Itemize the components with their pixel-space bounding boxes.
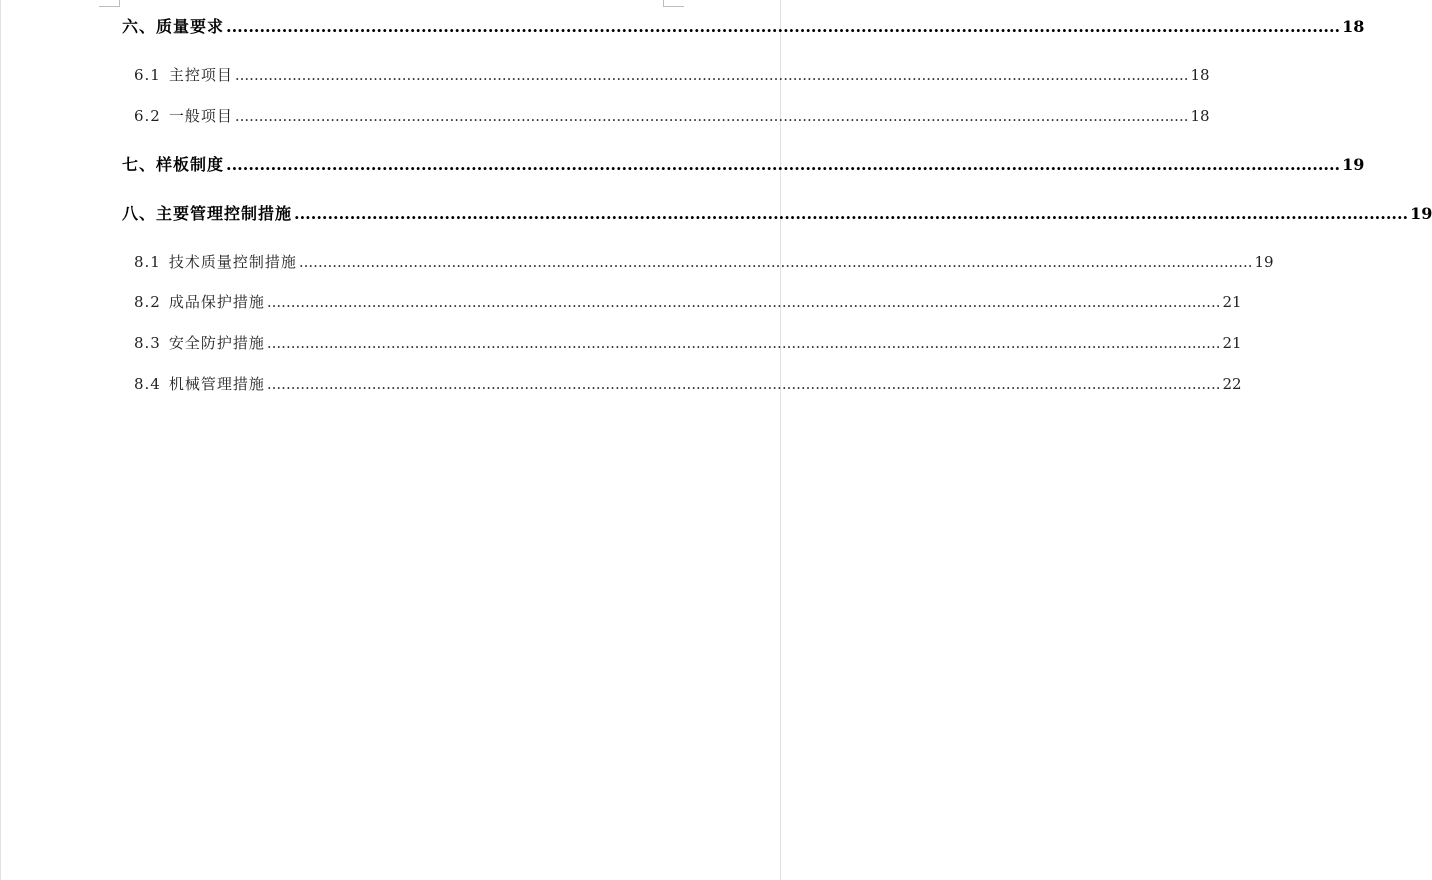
toc-entry-6-1[interactable] [134, 64, 1210, 85]
toc-entry-title: 安全防护措施 [168, 334, 265, 352]
toc-entry-title: 技术质量控制措施 [168, 253, 297, 271]
toc-entry-number: 8.2 [134, 293, 161, 311]
toc-entry-section-7[interactable] [122, 152, 1365, 175]
toc-entry-title: 主控项目 [168, 66, 233, 84]
toc-entry-number: 8.3 [134, 334, 161, 352]
toc-entry-page: 18 [1190, 66, 1210, 84]
toc-entry-number: 8.1 [134, 253, 161, 271]
toc-entry-8-3[interactable] [134, 332, 1242, 353]
toc-entry-page: 19 [1254, 253, 1274, 271]
toc-dot-leader: ........................................................................................................................................................................................................ [298, 253, 1253, 271]
toc-dot-leader: ........................................................................................................................................................................................................ [234, 66, 1189, 84]
toc-entry-page: 19 [1342, 155, 1365, 174]
page-corner-mark-left [99, 0, 120, 7]
page-corner-mark-right [663, 0, 684, 7]
toc-entry-number: 6.1 [134, 66, 161, 84]
toc-dot-leader: ........................................................................................................................................................................................................ [266, 375, 1221, 393]
toc-entry-title: 主要管理控制措施 [156, 204, 293, 223]
toc-dot-leader: ........................................................................................................................................................................................................ [234, 107, 1189, 125]
toc-entry-page: 22 [1222, 375, 1242, 393]
toc-entry-title: 质量要求 [156, 17, 225, 36]
toc-entry-title: 机械管理措施 [168, 375, 265, 393]
toc-dot-leader: ........................................................................................................................................................................................................ [266, 293, 1221, 311]
toc-dot-leader: ........................................................................................................................................................................................................ [226, 155, 1341, 174]
toc-entry-6-2[interactable] [134, 105, 1210, 126]
toc-dot-leader: ........................................................................................................................................................................................................ [226, 17, 1341, 36]
toc-entry-number: 六、 [122, 17, 157, 36]
toc-entry-number: 8.4 [134, 375, 161, 393]
toc-dot-leader: ........................................................................................................................................................................................................ [266, 334, 1221, 352]
toc-entry-8-2[interactable] [134, 291, 1242, 312]
toc-entry-section-8[interactable] [122, 201, 1432, 224]
toc-entry-title: 一般项目 [168, 107, 233, 125]
toc-entry-number: 6.2 [134, 107, 161, 125]
toc-entry-8-1[interactable] [134, 251, 1274, 272]
toc-entry-page: 21 [1222, 334, 1242, 352]
toc-entry-title: 样板制度 [156, 155, 225, 174]
toc-entry-number: 八、 [122, 204, 157, 223]
toc-entry-8-4[interactable] [134, 373, 1242, 394]
toc-entry-page: 19 [1410, 204, 1432, 223]
toc-entry-page: 18 [1342, 17, 1365, 36]
toc-dot-leader: ........................................................................................................................................................................................................ [294, 204, 1409, 223]
toc-entry-page: 21 [1222, 293, 1242, 311]
toc-entry-title: 成品保护措施 [168, 293, 265, 311]
toc-entry-page: 18 [1190, 107, 1210, 125]
toc-entry-section-6[interactable] [122, 14, 1365, 37]
toc-entry-number: 七、 [122, 155, 157, 174]
